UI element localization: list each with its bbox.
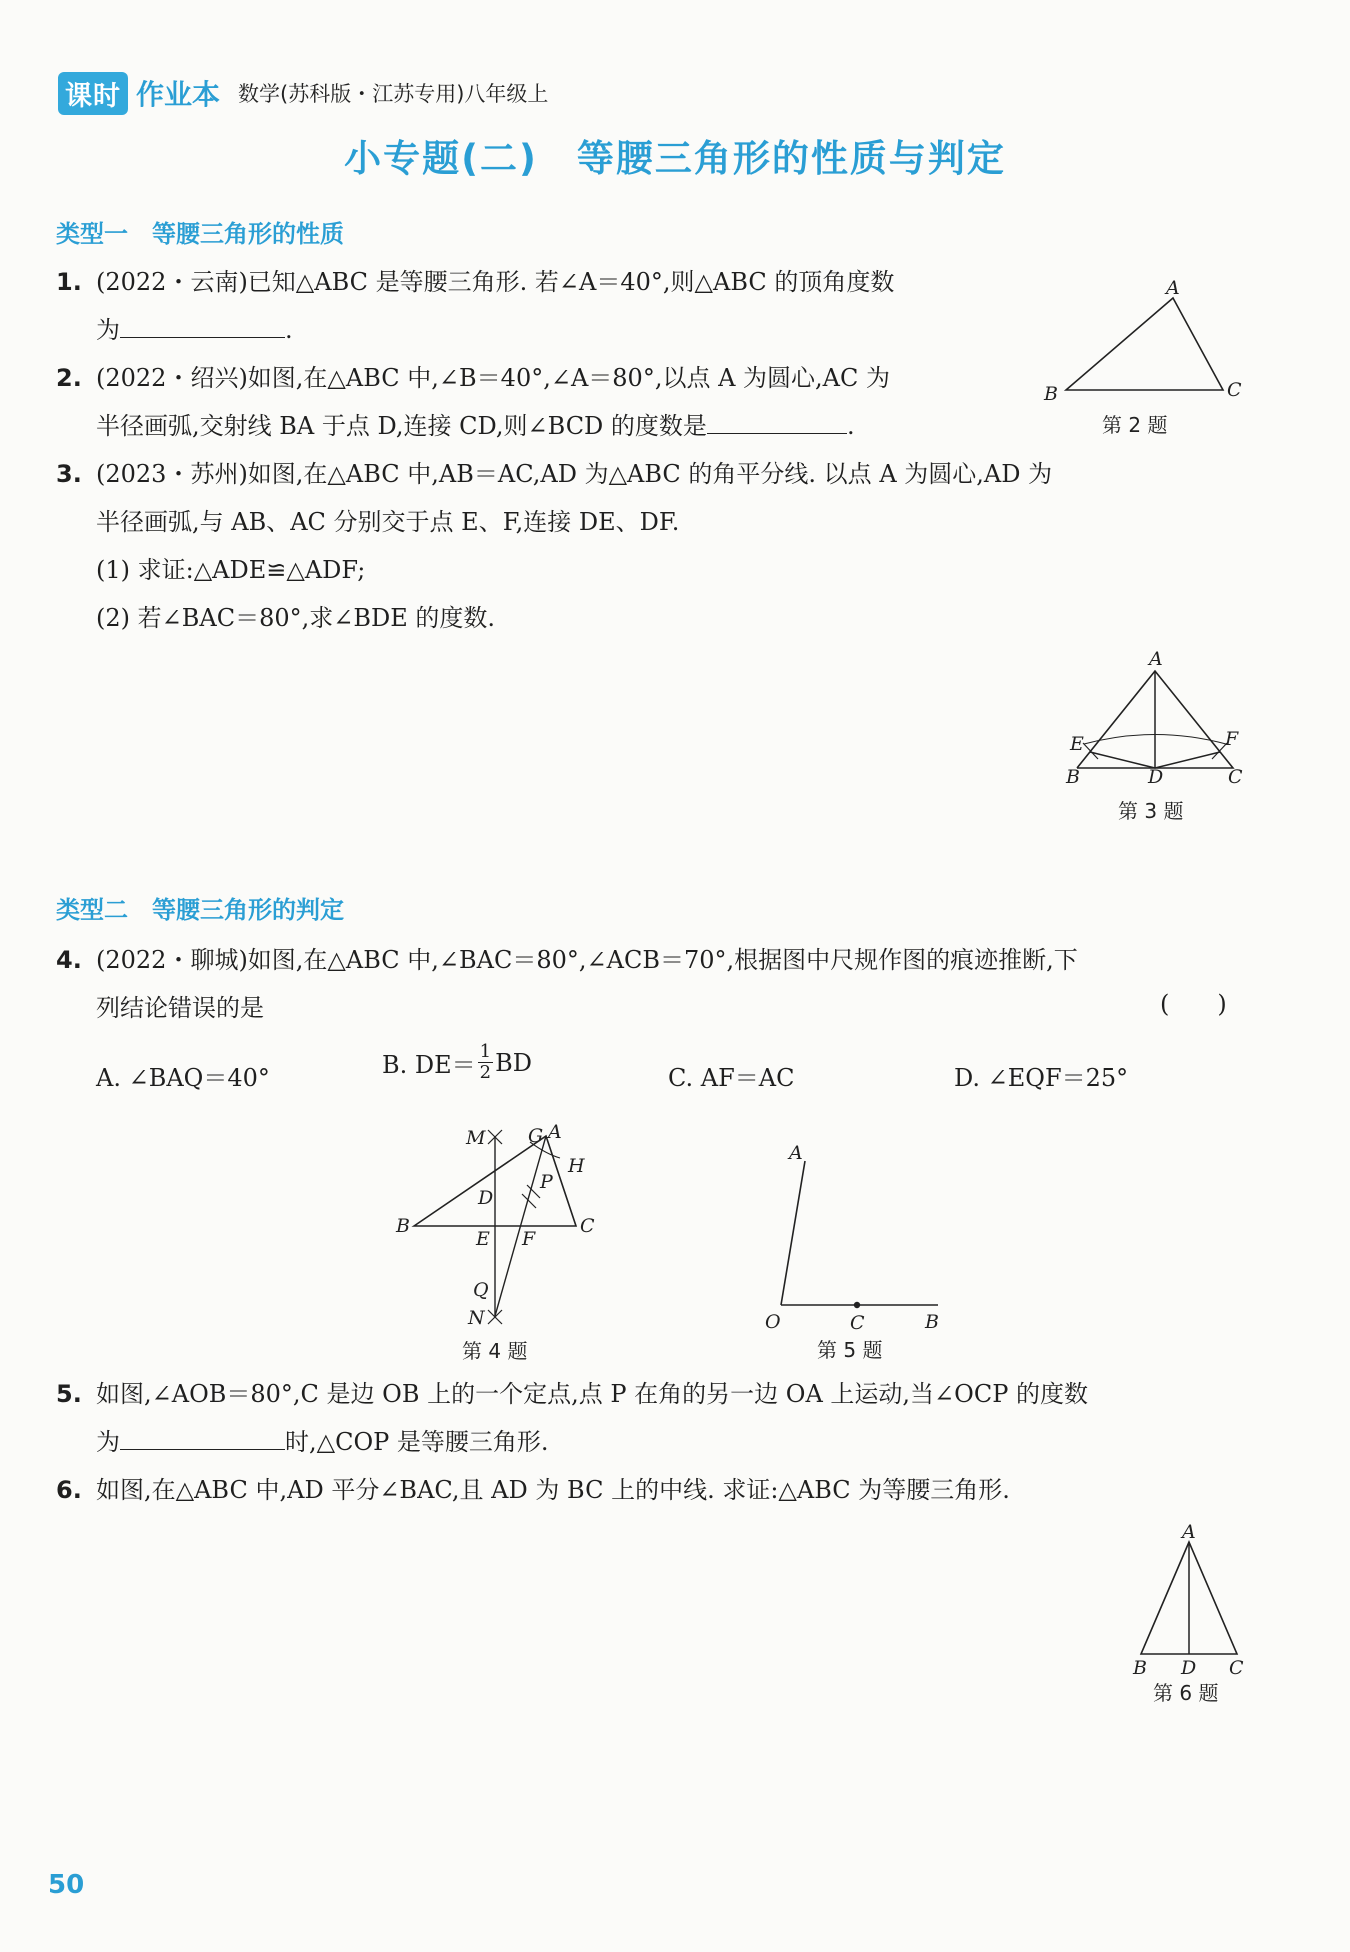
figure-label: C [580,1215,595,1237]
figure-label: N [468,1307,485,1329]
question-text: (2022・绍兴)如图,在△ABC 中,∠B＝40°,∠A＝80°,以点 A 为圆心,AC 为 [96,364,890,392]
answer-blank[interactable] [120,309,285,338]
choice-a[interactable]: A. ∠BAQ＝40° [96,1064,270,1092]
question-number: 5. [56,1380,82,1408]
figure-5 [755,1135,965,1370]
question-number: 3. [56,460,82,488]
choice-b-text: BD [495,1048,532,1077]
question-part-2: (2) 若∠BAC＝80°,求∠BDE 的度数. [96,604,495,632]
question-3 [56,450,1306,642]
brand-subtitle: 数学(苏科版・江苏专用)八年级上 [238,82,549,106]
figure-label: F [1225,728,1239,750]
page-title: 小专题(二) 等腰三角形的性质与判定 [344,137,1006,180]
figure-label: C [1227,379,1242,401]
figure-label: B [1044,383,1058,405]
figure-label: O [765,1311,781,1333]
figure-label: C [850,1312,865,1334]
figure-2 [1030,272,1250,442]
figure-label: D [1148,766,1164,788]
choice-b-text: B. DE＝ [382,1051,476,1079]
question-text: . [846,412,855,440]
question-text: 为 [96,1428,120,1456]
figure-label: F [522,1228,536,1250]
question-number: 4. [56,946,82,974]
figure-label: P [540,1171,553,1193]
figure-label: D [478,1187,494,1209]
question-1 [56,258,1056,354]
question-text: (2023・苏州)如图,在△ABC 中,AB＝AC,AD 为△ABC 的角平分线. 以点 A 为圆心,AD 为 [96,460,1053,488]
figure-label: A [1166,277,1180,299]
question-text: 列结论错误的是 [96,994,264,1022]
figure-label: A [548,1121,562,1143]
question-text: 半径画弧,交射线 BA 于点 D,连接 CD,则∠BCD 的度数是 [96,412,707,440]
question-text: 时,△COP 是等腰三角形. [285,1428,549,1456]
figure-6 [1125,1520,1265,1710]
question-text: 半径画弧,与 AB、AC 分别交于点 E、F,连接 DE、DF. [96,508,680,536]
choice-d[interactable]: D. ∠EQF＝25° [954,1064,1129,1092]
section-heading-1: 类型一 等腰三角形的性质 [56,220,344,248]
answer-blank[interactable] [120,1421,285,1450]
question-part-1: (1) 求证:△ADE≌△ADF; [96,556,366,584]
figure-label: E [476,1228,490,1250]
question-6 [56,1466,1306,1514]
question-5 [56,1370,1306,1466]
choice-c[interactable]: C. AF＝AC [668,1064,795,1092]
figure-label: B [1133,1657,1147,1679]
figure-label: B [925,1311,939,1333]
answer-blank[interactable] [707,405,847,434]
figure-label: A [1149,648,1163,670]
question-text: (2022・聊城)如图,在△ABC 中,∠BAC＝80°,∠ACB＝70°,根据图中尺规作图的痕迹推断,下 [96,946,1078,974]
question-text: 如图,在△ABC 中,AD 平分∠BAC,且 AD 为 BC 上的中线. 求证:△ABC 为等腰三角形. [96,1476,1010,1504]
header-brand [58,74,548,112]
figure-caption: 第 4 题 [462,1339,528,1363]
figure-label: C [1228,766,1243,788]
fraction-numerator: 1 [479,1041,492,1062]
figure-label: A [1182,1521,1196,1543]
page-number: 50 [48,1870,85,1900]
figure-label: H [568,1155,585,1177]
choice-b[interactable] [382,1042,532,1083]
figure-label: M [466,1127,486,1149]
figure-label: D [1181,1657,1197,1679]
figure-caption: 第 5 题 [817,1338,883,1362]
figure-label: C [1229,1657,1244,1679]
figure-label: E [1070,733,1084,755]
figure-label: B [396,1215,410,1237]
figure-caption: 第 2 题 [1102,413,1168,437]
figure-3 [1050,645,1260,830]
figure-caption: 第 3 题 [1118,799,1184,823]
question-4 [56,936,1306,1032]
figure-label: G [528,1125,544,1147]
figure-label: Q [473,1279,489,1301]
answer-bracket[interactable]: ( ) [1160,990,1227,1018]
section-heading-2: 类型二 等腰三角形的判定 [56,896,344,924]
question-number: 1. [56,268,82,296]
figure-4 [390,1120,630,1370]
question-number: 6. [56,1476,82,1504]
question-text: (2022・云南)已知△ABC 是等腰三角形. 若∠A＝40°,则△ABC 的顶角度数 [96,268,895,296]
question-text: 为 [96,316,120,344]
question-number: 2. [56,364,82,392]
fraction [478,1042,493,1083]
figure-label: B [1066,766,1080,788]
brand-logo: 课时 [58,72,128,115]
figure-caption: 第 6 题 [1153,1681,1219,1705]
brand-name: 作业本 [136,78,221,111]
figure-label: A [789,1142,803,1164]
fraction-denominator: 2 [479,1062,492,1083]
question-text: 如图,∠AOB＝80°,C 是边 OB 上的一个定点,点 P 在角的另一边 OA 上运动,当∠OCP 的度数 [96,1380,1088,1408]
question-text: . [285,316,293,344]
question-2 [56,354,1056,450]
